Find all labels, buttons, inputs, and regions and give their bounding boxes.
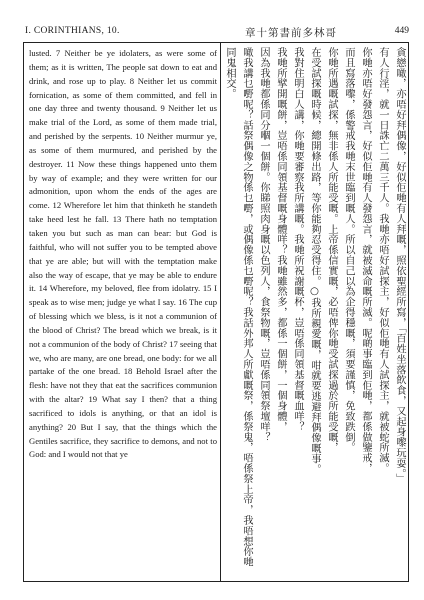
- page-number: 449: [394, 26, 409, 36]
- bible-page: [23, 22, 409, 582]
- chinese-chapter-heading: 章十第書前多林哥: [245, 27, 337, 39]
- chinese-column: [221, 43, 408, 581]
- chinese-line: 而且寫落嚟，係警戒我哋末世臨到嘅人。所以自己以為企得穩嘅，須要謹慎，免致跌倒。: [343, 47, 354, 453]
- page-header: [23, 22, 409, 44]
- chinese-line: 我對住明白人講，你哋要審察我所講嘅。我哋所祝謝嘅杯，豈唔係同領基督嘅血咩？: [292, 47, 303, 432]
- chinese-line: 有人行淫，就一日誅亡二萬三千人。我哋亦唔好試探主，好似佢哋有人試探主，就被蛇所滅。: [377, 47, 388, 474]
- chinese-line: 噉我講乜嘢呢？話祭偶像之物係乜嘢，或偶像係乜嘢呢？我話外邦人所獻嘅祭，係祭鬼，唔係祭上帝，我唔想你哋: [241, 47, 252, 567]
- english-text: lusted. 7 Neither be ye idolaters, as were some of them; as it is written, The people sat down to eat and drink, and rose up to play. 8 Neither let us commit fornication, as some of them committed, and fell in one day three and twenty thousand. 9 Neither let us make trial of the Lord, as some of them made trial, and perished by the serpents. 10 Neither murmur ye, as some of them murmured, and perished by the destroyer. 11 Now these things happened unto them by way of example; and they were written for our admonition, upon whom the ends of the ages are come. 12 Wherefore let him that thinketh he standeth take heed lest he fall. 13 There hath no temptation taken you but such as man can bear: but God is faithful, who will not suffer you to be tempted above that ye are able; but will with the temptation make also the way of escape, that ye may be able to endure it. 14 Wherefore, my beloved, flee from idolatry. 15 I speak as to wise men; judge ye what I say. 16 The cup of blessing which we bless, is it not a communion of the blood of Christ? The bread which we break, is it not a communion of the body of Christ? 17 seeing that we, who are many, are one bread, one body: for we all partake of the one bread. 18 Behold Israel after the flesh: have not they that eat the sacrifices communion with the altar? 19 What say I then? that a thing sacrificed to idols is anything, or that an idol is anything? 20 But I say, that the things which the Gentiles sacrifice, they sacrifice to demons, and not to God: and I would not that ye: [29, 48, 217, 460]
- chinese-line: 我哋所擘開嘅餅，豈唔係同領基督嘅身體咩？我哋雖然多，都係一個餅，一個身體，: [275, 47, 286, 432]
- book-chapter-heading: I. CORINTHIANS, 10.: [25, 26, 120, 36]
- chinese-line: 同鬼相交。: [224, 47, 235, 99]
- chinese-line: 因為我哋都係同分嗰一個餅。你睇照肉身嘅以色列人，食祭物嘅，豈唔係同領祭壇咩？: [258, 47, 269, 443]
- chinese-line: 在受試探嘅時候，總開條出路，等你能夠忍受得住。○我所親愛嘅，咁就要逃避拜偶像嘅事。: [309, 47, 320, 475]
- english-column: [24, 43, 221, 581]
- text-frame: [23, 42, 409, 582]
- chinese-line: 你哋所遇嘅試探，無非係人所能受嘅。上帝係信實嘅，必唔俾你哋受試探過於所能受嘅，: [326, 47, 337, 453]
- chinese-line: 你哋亦唔好發怨言，好似佢哋有人發怨言，就被滅命嘅所滅。呢啲事臨到佢哋，都係做鑒戒，: [360, 47, 371, 474]
- chinese-line: 貪戀噉，亦唔好拜偶像，好似佢哋有人拜嘅，照依聖經所寫，「百姓坐落飲食，又起身嚟玩耍。」: [394, 47, 405, 484]
